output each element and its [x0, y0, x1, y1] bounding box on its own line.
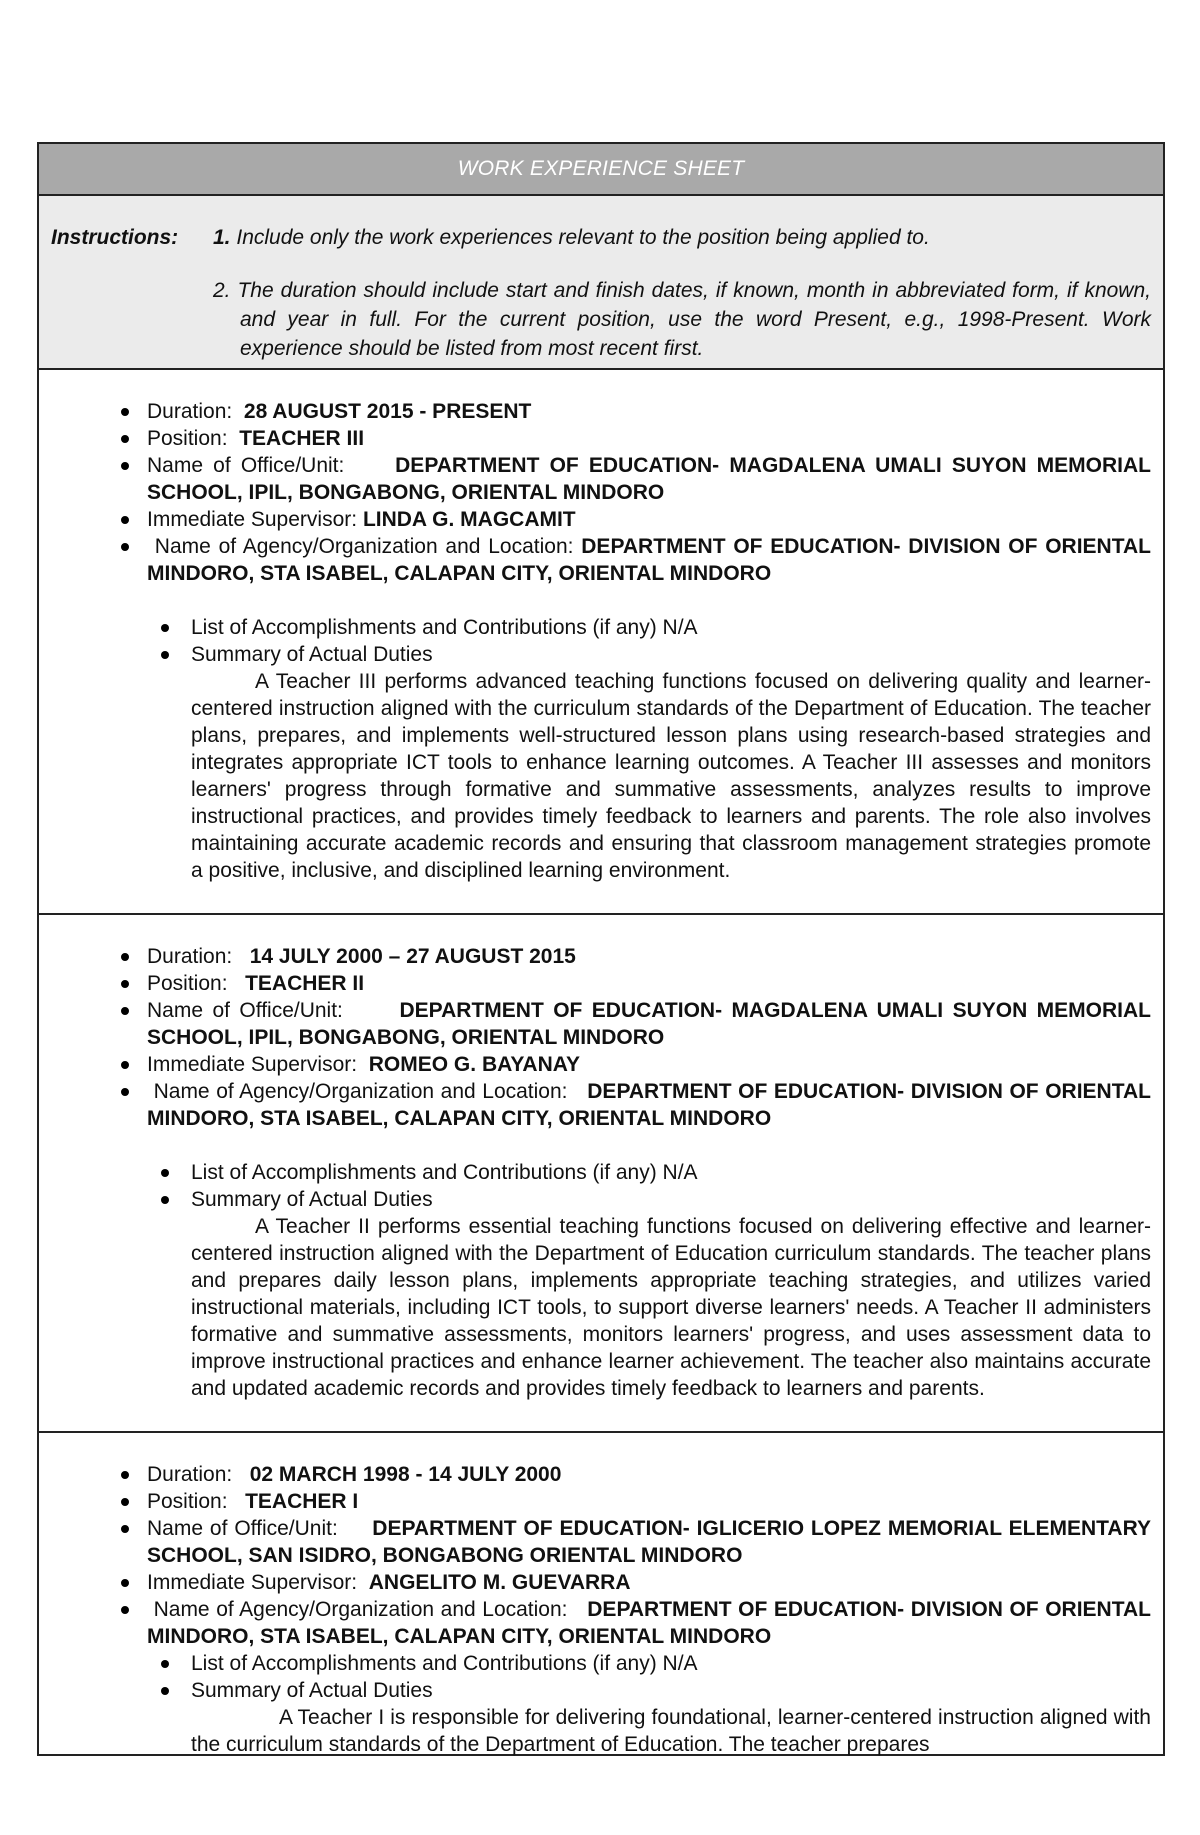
agency-field: Name of Agency/Organization and Location: DEPARTMENT OF EDUCATION- DIVISION OF ORIENTAL MINDORO, STA ISABEL, CALAPAN CITY, ORIENTAL MINDORO [147, 535, 1151, 585]
agency-value: DEPARTMENT OF EDUCATION- DIVISION OF ORIENTAL MINDORO, STA ISABEL, CALAPAN CITY, ORIENTAL MINDORO [147, 1598, 1151, 1648]
sheet-title: WORK EXPERIENCE SHEET [39, 144, 1163, 196]
experience-entry-1 [39, 370, 1163, 915]
instructions-label: Instructions: [51, 226, 179, 249]
duration-value: 02 MARCH 1998 - 14 JULY 2000 [249, 1463, 562, 1486]
instruction-1-text: Include only the work experiences relevant to the position being applied to. [236, 226, 930, 249]
supervisor-value: ROMEO G. BAYANAY [368, 1053, 580, 1076]
work-experience-sheet [37, 142, 1165, 1756]
accomplishments-item: List of Accomplishments and Contributions (if any) N/A [191, 1159, 1151, 1186]
agency-value: DEPARTMENT OF EDUCATION- DIVISION OF ORIENTAL MINDORO, STA ISABEL, CALAPAN CITY, ORIENTAL MINDORO [147, 535, 1151, 585]
supervisor-value: LINDA G. MAGCAMIT [362, 508, 576, 531]
office-value: DEPARTMENT OF EDUCATION- IGLICERIO LOPEZ MEMORIAL ELEMENTARY SCHOOL, SAN ISIDRO, BONGABONG ORIENTAL MINDORO [147, 1517, 1151, 1567]
agency-field: Name of Agency/Organization and Location: DEPARTMENT OF EDUCATION- DIVISION OF ORIENTAL MINDORO, STA ISABEL, CALAPAN CITY, ORIENTAL MINDORO [147, 1598, 1151, 1648]
experience-entry-2 [39, 915, 1163, 1433]
summary-item: Summary of Actual Duties [191, 1186, 1151, 1213]
duration-field: Duration: 14 JULY 2000 – 27 AUGUST 2015 [147, 943, 1151, 970]
position-value: TEACHER II [245, 972, 365, 995]
agency-field: Name of Agency/Organization and Location: DEPARTMENT OF EDUCATION- DIVISION OF ORIENTAL MINDORO, STA ISABEL, CALAPAN CITY, ORIENTAL MINDORO [147, 1080, 1151, 1130]
office-value: DEPARTMENT OF EDUCATION- MAGDALENA UMALI SUYON MEMORIAL SCHOOL, IPIL, BONGABONG, ORIENTAL MINDORO [147, 454, 1151, 504]
duration-field: Duration: 28 AUGUST 2015 - PRESENT [147, 398, 1151, 425]
position-field: Position: TEACHER I [147, 1488, 1151, 1515]
supervisor-field: Immediate Supervisor: ROMEO G. BAYANAY [147, 1051, 1151, 1078]
accomplishments-item: List of Accomplishments and Contributions (if any) N/A [191, 614, 1151, 641]
summary-text: A Teacher I is responsible for delivering foundational, learner-centered instruction aligned with the curriculum standards of the Department of Education. The teacher prepares [191, 1706, 1151, 1756]
office-value: DEPARTMENT OF EDUCATION- MAGDALENA UMALI SUYON MEMORIAL SCHOOL, IPIL, BONGABONG, ORIENTAL MINDORO [147, 999, 1151, 1049]
office-field: Name of Office/Unit: DEPARTMENT OF EDUCATION- MAGDALENA UMALI SUYON MEMORIAL SCHOOL, IPIL, BONGABONG, ORIENTAL MINDORO [147, 999, 1151, 1049]
summary-text: A Teacher II performs essential teaching functions focused on delivering effective and learner-centered instruction aligned with the Department of Education curriculum standards. The teacher plans and prepares daily lesson plans, implements appropriate teaching strategies, and utilizes varied instructional materials, including ICT tools, to support diverse learners' needs. A Teacher II administers formative and summative assessments, monitors learners' progress, and uses assessment data to improve instructional practices and enhance learner achievement. The teacher also maintains accurate and updated academic records and provides timely feedback to learners and parents. [191, 1215, 1151, 1400]
instruction-1-number: 1. [213, 226, 231, 249]
supervisor-field: Immediate Supervisor: ANGELITO M. GUEVARRA [147, 1569, 1151, 1596]
summary-text: A Teacher III performs advanced teaching functions focused on delivering quality and learner-centered instruction aligned with the curriculum standards of the Department of Education. The teacher plans, prepares, and implements well-structured lesson plans using research-based strategies and integrates appropriate ICT tools to enhance learning outcomes. A Teacher III assesses and monitors learners' progress through formative and summative assessments, analyzes results to improve instructional practices, and provides timely feedback to learners and parents. The role also involves maintaining accurate academic records and ensuring that classroom management strategies promote a positive, inclusive, and disciplined learning environment. [191, 670, 1151, 882]
summary-item: Summary of Actual Duties [191, 641, 1151, 668]
office-field: Name of Office/Unit: DEPARTMENT OF EDUCATION- MAGDALENA UMALI SUYON MEMORIAL SCHOOL, IPIL, BONGABONG, ORIENTAL MINDORO [147, 454, 1151, 504]
position-field: Position: TEACHER III [147, 425, 1151, 452]
position-value: TEACHER I [245, 1490, 359, 1513]
position-value: TEACHER III [239, 427, 365, 450]
accomplishments-item: List of Accomplishments and Contributions (if any) N/A [191, 1650, 1151, 1677]
instructions-block [39, 196, 1163, 370]
duration-value: 28 AUGUST 2015 - PRESENT [243, 400, 532, 423]
summary-item: Summary of Actual Duties [191, 1677, 1151, 1704]
agency-value: DEPARTMENT OF EDUCATION- DIVISION OF ORIENTAL MINDORO, STA ISABEL, CALAPAN CITY, ORIENTAL MINDORO [147, 1080, 1151, 1130]
duration-value: 14 JULY 2000 – 27 AUGUST 2015 [249, 945, 576, 968]
supervisor-value: ANGELITO M. GUEVARRA [368, 1571, 631, 1594]
instruction-2-text: 2. The duration should include start and finish dates, if known, month in abbreviated form, if known, and year in full. For the current position, use the word Present, e.g., 1998-Present. Work experience should be listed from most recent first. [213, 279, 1151, 360]
supervisor-field: Immediate Supervisor: LINDA G. MAGCAMIT [147, 506, 1151, 533]
experience-entry-3 [39, 1433, 1163, 1758]
office-field: Name of Office/Unit: DEPARTMENT OF EDUCATION- IGLICERIO LOPEZ MEMORIAL ELEMENTARY SCHOOL, SAN ISIDRO, BONGABONG ORIENTAL MINDORO [147, 1517, 1151, 1567]
position-field: Position: TEACHER II [147, 970, 1151, 997]
duration-field: Duration: 02 MARCH 1998 - 14 JULY 2000 [147, 1461, 1151, 1488]
